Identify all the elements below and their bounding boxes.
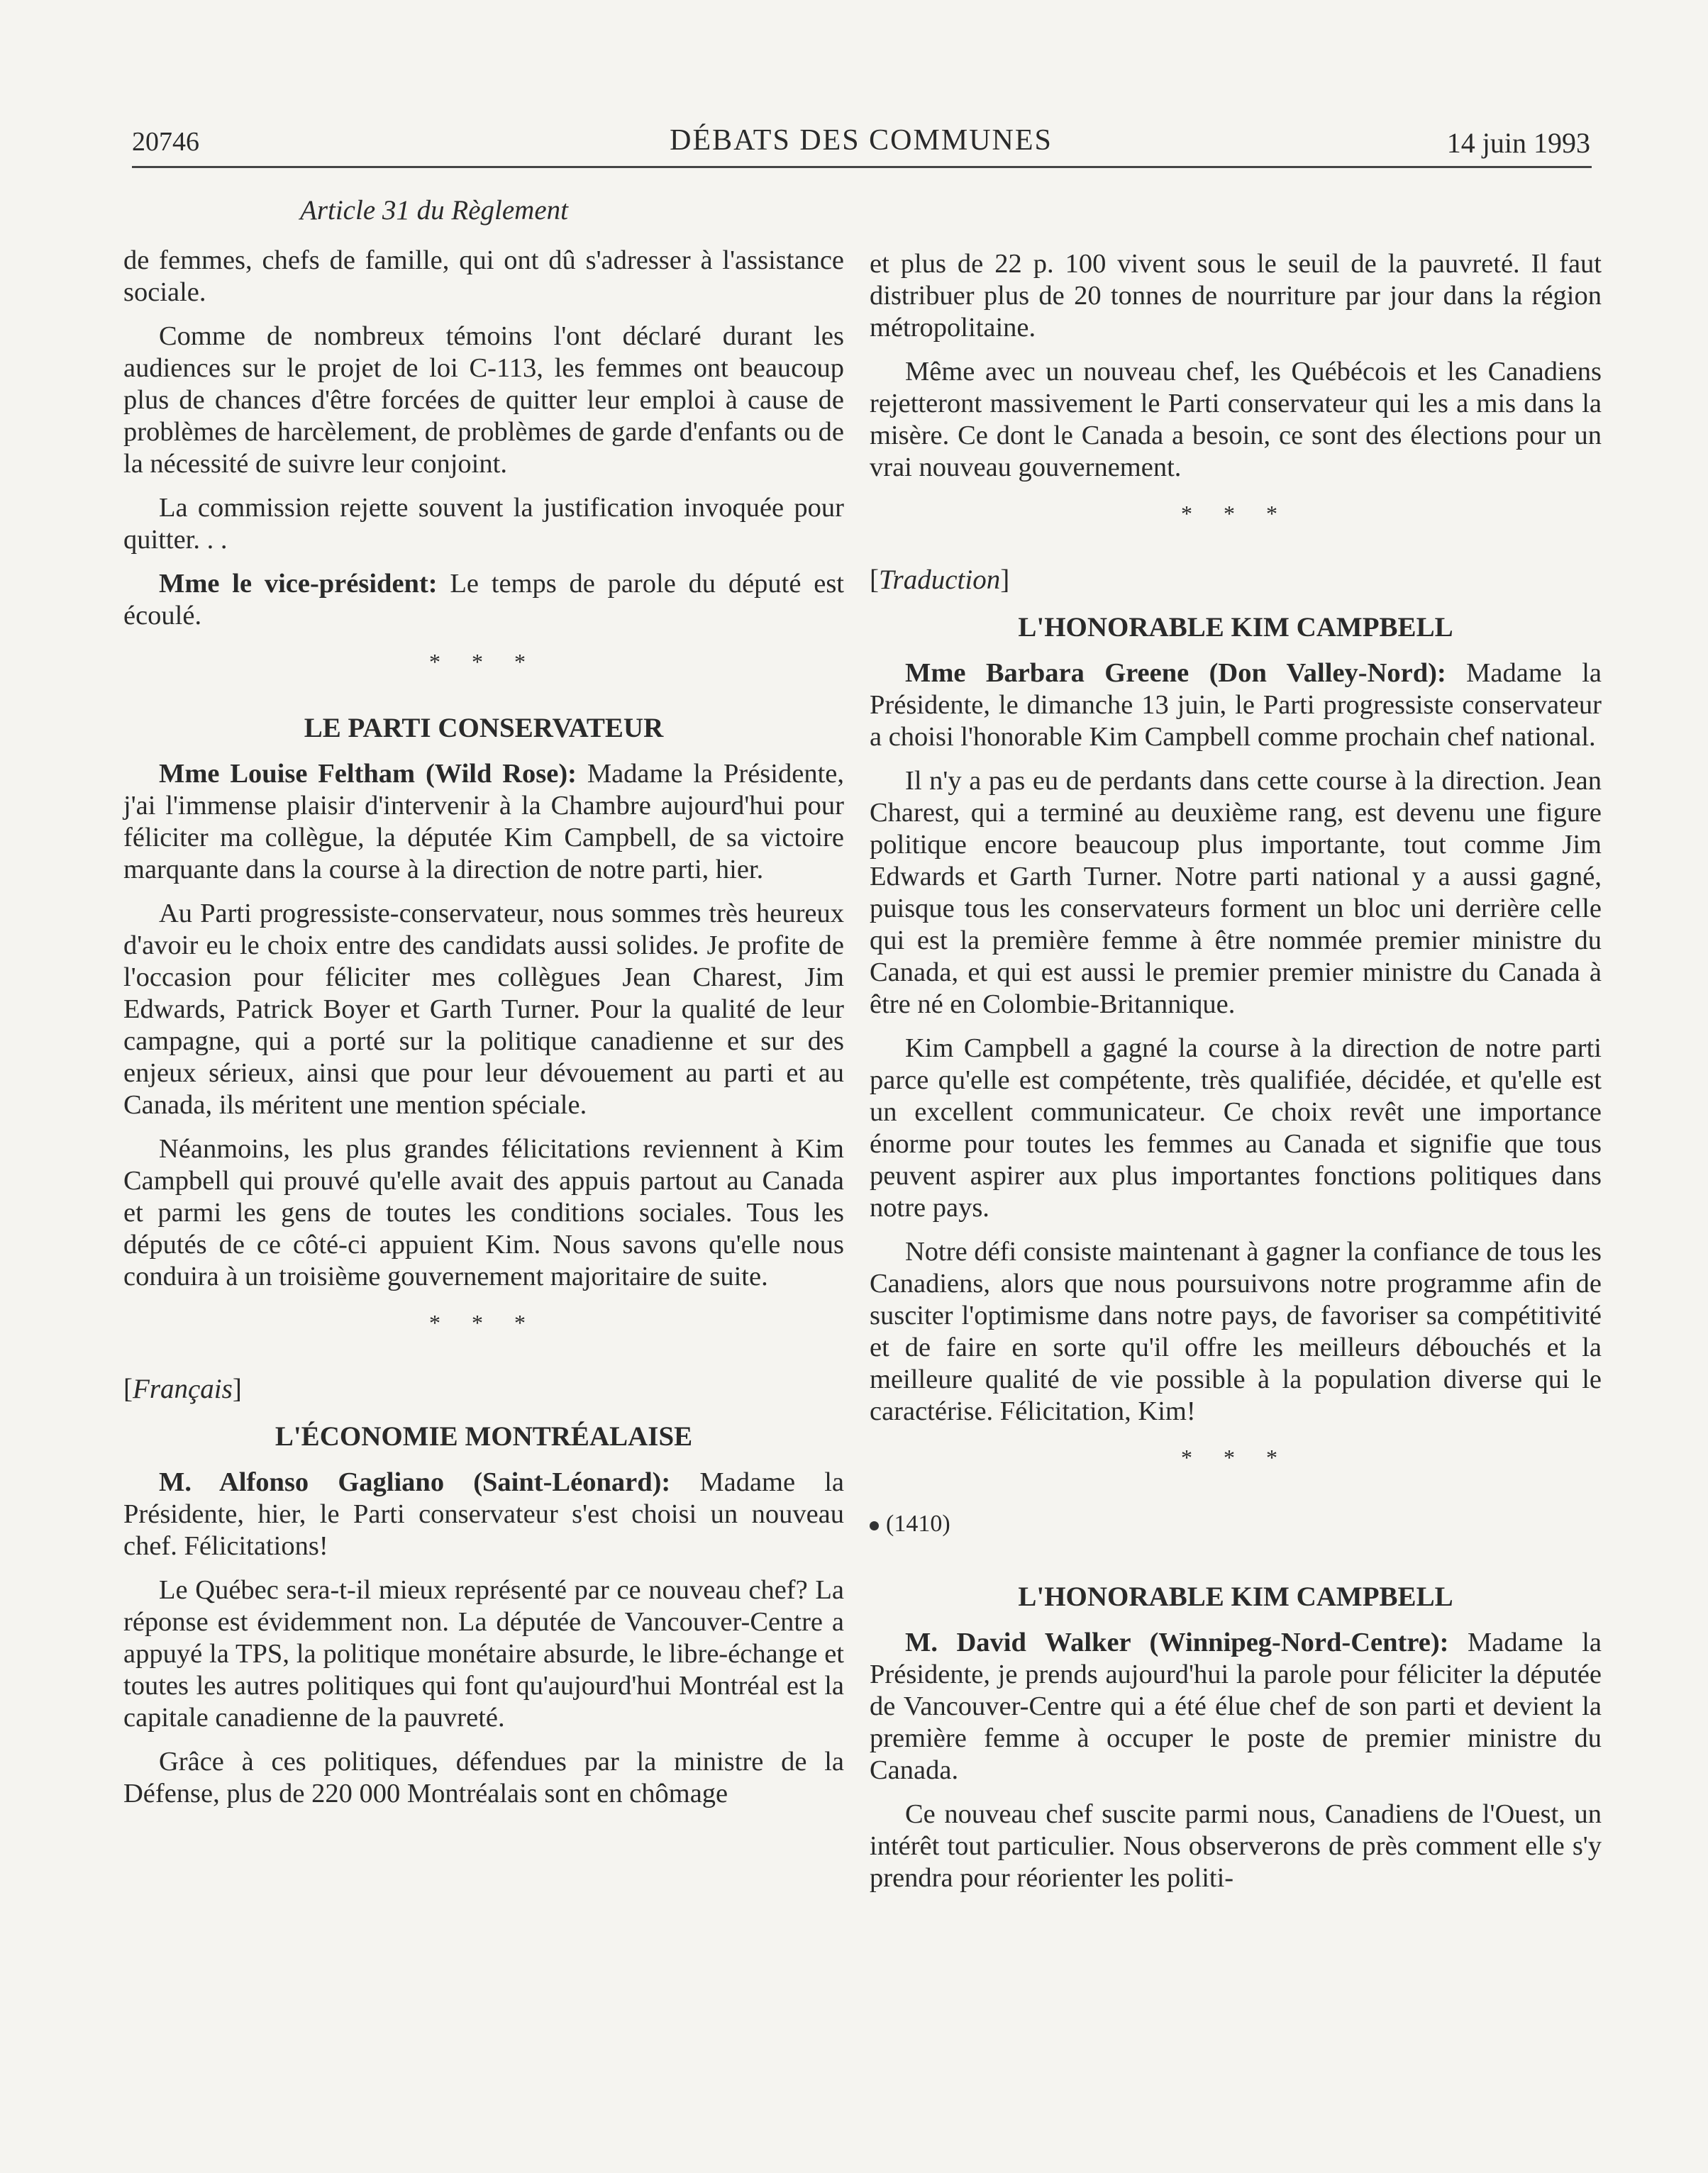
left-column — [123, 194, 844, 1822]
right-column — [870, 248, 1602, 1906]
paragraph: Même avec un nouveau chef, les Québécois et les Canadiens rejetteront massivement le Parti conservateur qui les a mis dans la misère. Ce dont le Canada a besoin, ce sont des élections pour un vrai nouveau gouvernement. — [870, 357, 1602, 482]
header-rule — [132, 166, 1592, 168]
speaker-name: M. David Walker (Winnipeg-Nord-Centre): — [905, 1628, 1449, 1657]
page-number: 20746 — [132, 127, 199, 157]
section-separator: * * * — [429, 649, 538, 674]
paragraph: Notre défi consiste maintenant à gagner la confiance de tous les Canadiens, alors que nous poursuivons notre programme afin de susciter l'optimisme dans notre pays, de favoriser sa compétitivité et de faire en sorte qu'il offre les meilleurs débouchés et la meilleure qualité de vie possible à la population diverse qui le caractérise. Félicitation, Kim! — [870, 1237, 1602, 1426]
paragraph — [123, 1467, 844, 1562]
speech-text: Madame la Présidente, le dimanche 13 juin, le Parti progressiste conservateur a choisi l'honorable Kim Campbell comme prochain chef national. — [870, 658, 1602, 752]
paragraph: Le Québec sera-t-il mieux représenté par ce nouveau chef? La réponse est évidemment non. La députée de Vancouver-Centre a appuyé la TPS, la politique monétaire absurde, le libre-échange et toutes les autres politiques qui font qu'aujourd'hui Montréal est la capitale canadienne de la pauvreté. — [123, 1575, 844, 1733]
paragraph: Ce nouveau chef suscite parmi nous, Canadiens de l'Ouest, un intérêt tout particulier. Nous observerons de près comment elle s'y prendra pour réorienter les politi- — [870, 1799, 1602, 1893]
paragraph: Au Parti progressiste-conservateur, nous sommes très heureux d'avoir eu le choix entre des candidats aussi solides. Je profite de l'occasion pour féliciter mes collègues Jean Charest, Jim Edwards, Patrick Boyer et Garth Turner. Pour la qualité de leur campagne, qui a porté sur la politique canadienne et sur des enjeux sérieux, ainsi que pour leur dévouement au parti et au Canada, ils méritent une mention spéciale. — [123, 899, 844, 1120]
language-tag-text: Traduction — [879, 565, 1001, 595]
timestamp-text: (1410) — [886, 1511, 950, 1537]
paragraph: et plus de 22 p. 100 vivent sous le seuil de la pauvreté. Il faut distribuer plus de 20 tonnes de nourriture par jour dans la région métropolitaine. — [870, 249, 1602, 343]
speaker-name: Mme le vice-président: — [159, 569, 438, 599]
section-separator: * * * — [429, 1310, 538, 1335]
publication-title: DÉBATS DES COMMUNES — [670, 124, 1053, 157]
paragraph: Kim Campbell a gagné la course à la direction de notre parti parce qu'elle est compétente, très qualifiée, décidée, et qu'elle est un excellent communicateur. Ce choix revêt une importance énorme pour toutes les femmes au Canada et signifie que tous peuvent aspirer aux plus importantes fonctions politiques dans notre pays. — [870, 1033, 1602, 1223]
paragraph: La commission rejette souvent la justification invoquée pour quitter. . . — [123, 493, 844, 555]
language-tag: [Traduction] — [870, 565, 1010, 595]
section-separator: * * * — [1181, 501, 1290, 526]
language-tag-text: Français — [133, 1374, 233, 1404]
section-separator: * * * — [1181, 1445, 1290, 1470]
paragraph: Grâce à ces politiques, défendues par la ministre de la Défense, plus de 220 000 Montréalais sont en chômage — [123, 1747, 844, 1808]
paragraph: Il n'y a pas eu de perdants dans cette course à la direction. Jean Charest, qui a terminé au deuxième rang, est devenu une figure politique encore beaucoup plus importante, tout comme Jim Edwards et Garth Turner. Notre parti national y a aussi gagné, puisque tous les conservateurs forment un bloc uni derrière celle qui est la première femme à être nommée premier ministre du Canada, et qui est aussi le premier premier ministre du Canada à être né en Colombie-Britannique. — [870, 766, 1602, 1019]
paragraph — [870, 1627, 1602, 1786]
section-heading: L'HONORABLE KIM CAMPBELL — [1018, 1582, 1453, 1612]
publication-date: 14 juin 1993 — [1446, 127, 1590, 159]
speaker-name: M. Alfonso Gagliano (Saint-Léonard): — [159, 1467, 671, 1497]
section-heading: L'ÉCONOMIE MONTRÉALAISE — [274, 1421, 693, 1452]
paragraph: Néanmoins, les plus grandes félicitations reviennent à Kim Campbell qui prouvé qu'elle avait des appuis partout au Canada et parmi les gens de toutes les conditions sociales. Tous les députés de ce côté-ci appuient Kim. Nous savons qu'elle nous conduira à un troisième gouvernement majoritaire de suite. — [123, 1134, 844, 1291]
paragraph: Comme de nombreux témoins l'ont déclaré durant les audiences sur le projet de loi C-113, les femmes ont beaucoup plus de chances d'être forcées de quitter leur emploi à cause de problèmes de harcèlement, de problèmes de garde d'enfants ou de la nécessité de suivre leur conjoint. — [123, 321, 844, 479]
paragraph — [870, 657, 1602, 753]
language-tag: [Français] — [123, 1374, 242, 1404]
speech-text: Madame la Présidente, hier, le Parti conservateur s'est choisi un nouveau chef. Félicitations! — [123, 1467, 845, 1561]
speech-text: Madame la Présidente, j'ai l'immense plaisir d'intervenir à la Chambre aujourd'hui pour féliciter ma collègue, la députée Kim Campbell, de sa victoire marquante dans la course à la direction de notre parti, hier. — [123, 759, 844, 884]
speaker-name: Mme Louise Feltham (Wild Rose): — [159, 759, 577, 789]
page-header — [132, 119, 1590, 162]
paragraph: de femmes, chefs de famille, qui ont dû s'adresser à l'assistance sociale. — [123, 245, 844, 307]
section-heading: LE PARTI CONSERVATEUR — [304, 713, 664, 743]
paragraph — [123, 568, 844, 632]
paragraph — [123, 758, 844, 886]
speech-text: Le temps de parole du député est écoulé. — [123, 569, 844, 630]
section-label: Article 31 du Règlement — [300, 195, 568, 226]
bullet-icon — [870, 1521, 879, 1530]
speech-text: Madame la Présidente, je prends aujourd'hui la parole pour féliciter la députée de Vancouver-Centre qui a été élue chef de son parti et devient la première femme à occuper le poste de premier ministre du Canada. — [870, 1628, 1602, 1785]
section-heading: L'HONORABLE KIM CAMPBELL — [1018, 612, 1453, 643]
speaker-name: Mme Barbara Greene (Don Valley-Nord): — [905, 658, 1446, 688]
timestamp — [870, 1508, 1602, 1540]
